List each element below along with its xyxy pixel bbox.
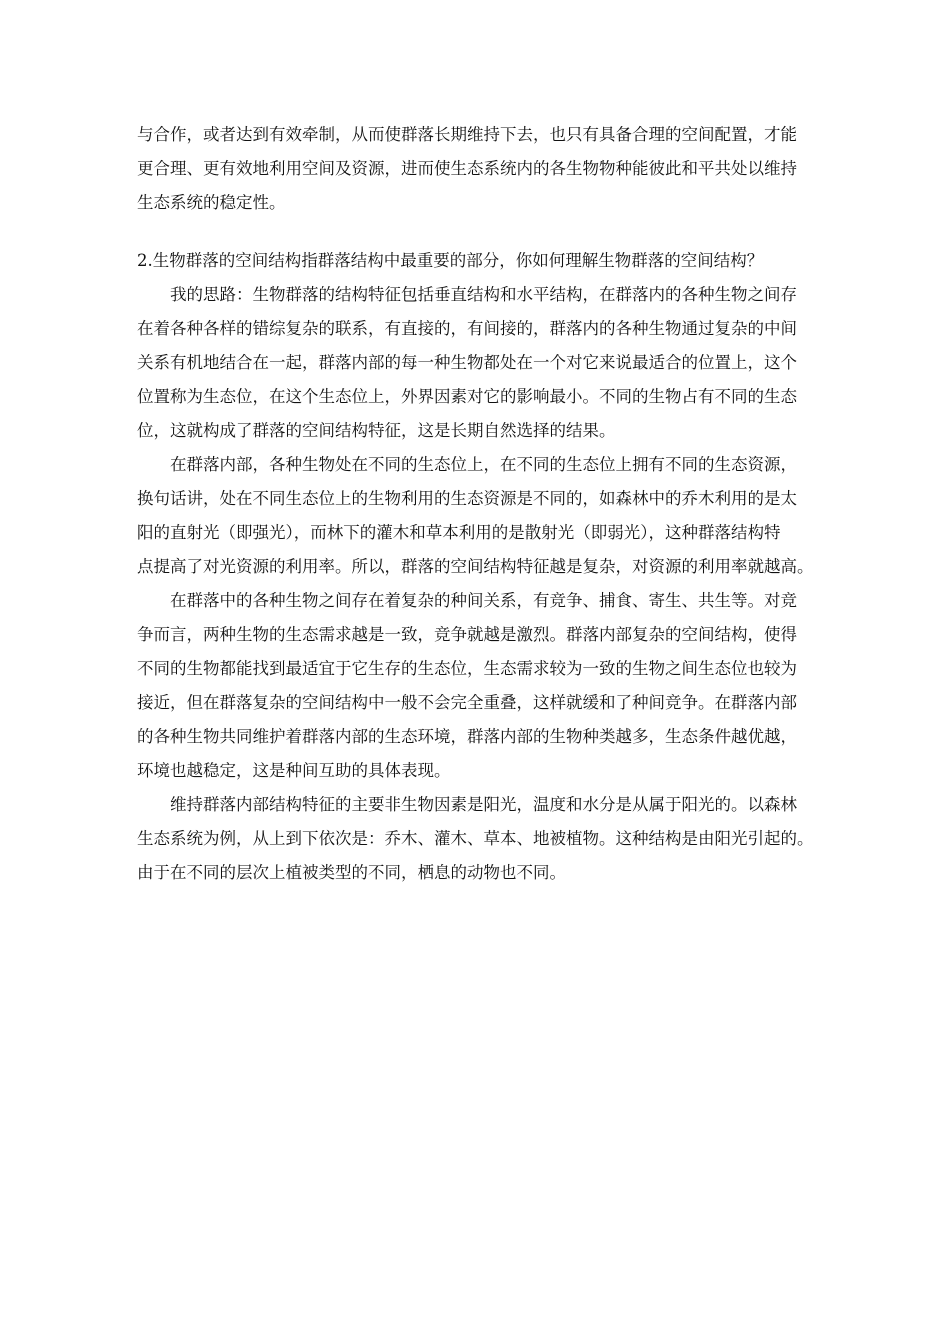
text-line-12: 阳的直射光（即强光），而林下的灌木和草本利用的是散射光（即弱光），这种群落结构特 (137, 523, 781, 542)
text-line-3: 生态系统的稳定性。 (137, 193, 286, 212)
text-line-13: 点提高了对光资源的利用率。所以，群落的空间结构特征越是复杂，对资源的利用率就越高。 (137, 557, 814, 576)
text-line-6: 在着各种各样的错综复杂的联系，有直接的，有间接的，群落内的各种生物通过复杂的中间 (137, 319, 797, 338)
text-line-18: 的各种生物共同维护着群落内部的生态环境，群落内部的生物种类越多，生态条件越优越， (137, 727, 797, 746)
text-line-17: 接近，但在群落复杂的空间结构中一般不会完全重叠，这样就缓和了种间竞争。在群落内部 (137, 693, 797, 712)
text-line-1: 与合作，或者达到有效牵制，从而使群落长期维持下去，也只有具备合理的空间配置，才能 (137, 125, 797, 144)
text-line-20: 维持群落内部结构特征的主要非生物因素是阳光，温度和水分是从属于阳光的。以森林 (170, 795, 797, 814)
text-line-7: 关系有机地结合在一起，群落内部的每一种生物都处在一个对它来说最适合的位置上，这个 (137, 353, 797, 372)
text-line-15: 争而言，两种生物的生态需求越是一致，竞争就越是激烈。群落内部复杂的空间结构，使得 (137, 625, 797, 644)
text-line-9: 位，这就构成了群落的空间结构特征，这是长期自然选择的结果。 (137, 421, 616, 440)
text-line-22: 由于在不同的层次上植被类型的不同，栖息的动物也不同。 (137, 863, 566, 882)
text-line-8: 位置称为生态位，在这个生态位上，外界因素对它的影响最小。不同的生物占有不同的生态 (137, 387, 797, 406)
question-heading: 2.生物群落的空间结构指群落结构中最重要的部分，你如何理解生物群落的空间结构？ (137, 251, 764, 270)
text-line-5: 我的思路：生物群落的结构特征包括垂直结构和水平结构，在群落内的各种生物之间存 (170, 285, 797, 304)
text-line-16: 不同的生物都能找到最适宜于它生存的生态位，生态需求较为一致的生物之间生态位也较为 (137, 659, 797, 678)
text-line-2: 更合理、更有效地利用空间及资源，进而使生态系统内的各生物物种能彼此和平共处以维持 (137, 159, 797, 178)
text-line-10: 在群落内部，各种生物处在不同的生态位上，在不同的生态位上拥有不同的生态资源， (170, 455, 797, 474)
text-line-11: 换句话讲，处在不同生态位上的生物利用的生态资源是不同的，如森林中的乔木利用的是太 (137, 489, 797, 508)
text-line-21: 生态系统为例，从上到下依次是：乔木、灌木、草本、地被植物。这种结构是由阳光引起的。 (137, 829, 814, 848)
text-line-19: 环境也越稳定，这是种间互助的具体表现。 (137, 761, 451, 780)
text-line-14: 在群落中的各种生物之间存在着复杂的种间关系，有竞争、捕食、寄生、共生等。对竞 (170, 591, 797, 610)
